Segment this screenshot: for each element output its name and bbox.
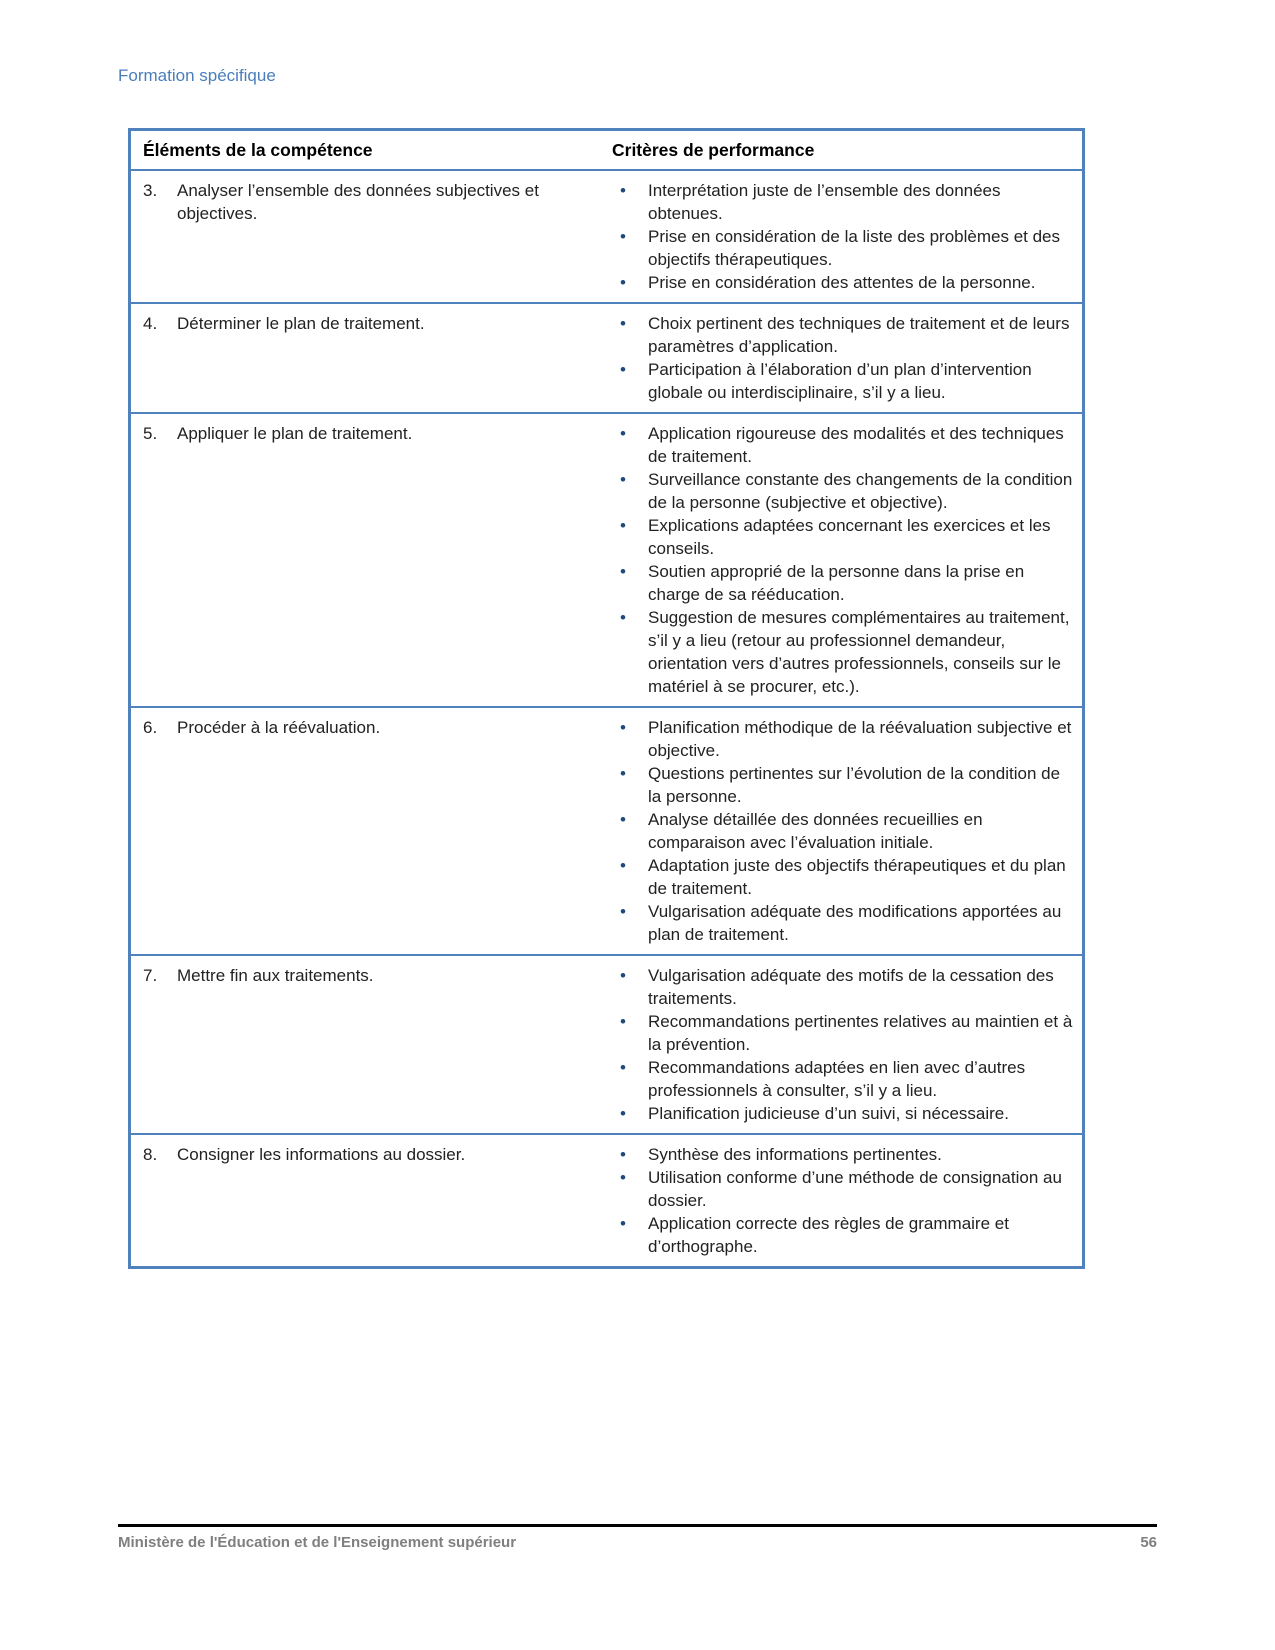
element-text: Appliquer le plan de traitement. bbox=[177, 424, 413, 443]
criterion-item bbox=[603, 179, 1076, 225]
bullet-icon: • bbox=[620, 1145, 626, 1164]
element-number: 8. bbox=[143, 1145, 158, 1164]
element-text: Mettre fin aux traitements. bbox=[177, 966, 374, 985]
table-header-row bbox=[131, 131, 1082, 171]
criterion-item bbox=[603, 606, 1076, 698]
element-number: 3. bbox=[143, 181, 158, 200]
criterion-item bbox=[603, 854, 1076, 900]
criterion-item bbox=[603, 1102, 1076, 1125]
footer-rule bbox=[118, 1524, 1157, 1527]
bullet-icon: • bbox=[620, 470, 626, 489]
bullet-icon: • bbox=[620, 1104, 626, 1123]
criterion-text: Analyse détaillée des données recueillies en comparaison avec l’évaluation initiale. bbox=[648, 810, 983, 852]
criterion-text: Adaptation juste des objectifs thérapeutiques et du plan de traitement. bbox=[648, 856, 1066, 898]
element-number: 4. bbox=[143, 314, 158, 333]
criterion-text: Recommandations adaptées en lien avec d’autres professionnels à consulter, s’il y a lieu. bbox=[648, 1058, 1026, 1100]
criterion-text: Prise en considération des attentes de la personne. bbox=[648, 273, 1036, 292]
criterion-text: Choix pertinent des techniques de traitement et de leurs paramètres d’application. bbox=[648, 314, 1070, 356]
criteria-cell bbox=[603, 304, 1082, 412]
bullet-icon: • bbox=[620, 227, 626, 246]
criterion-item bbox=[603, 716, 1076, 762]
criteria-list bbox=[603, 312, 1076, 404]
bullet-icon: • bbox=[620, 424, 626, 443]
criterion-item bbox=[603, 808, 1076, 854]
element-cell bbox=[131, 708, 603, 954]
criterion-text: Vulgarisation adéquate des motifs de la cessation des traitements. bbox=[648, 966, 1054, 1008]
column-header-criteria: Critères de performance bbox=[612, 140, 815, 160]
criterion-text: Recommandations pertinentes relatives au maintien et à la prévention. bbox=[648, 1012, 1073, 1054]
criterion-item bbox=[603, 1143, 1076, 1166]
bullet-icon: • bbox=[620, 314, 626, 333]
element-number: 5. bbox=[143, 424, 158, 443]
criterion-text: Synthèse des informations pertinentes. bbox=[648, 1145, 942, 1164]
competency-table bbox=[128, 128, 1085, 1269]
bullet-icon: • bbox=[620, 1214, 626, 1233]
criterion-item bbox=[603, 1166, 1076, 1212]
element-number: 6. bbox=[143, 718, 158, 737]
criterion-text: Utilisation conforme d’une méthode de consignation au dossier. bbox=[648, 1168, 1062, 1210]
criteria-cell bbox=[603, 171, 1082, 302]
criteria-list bbox=[603, 179, 1076, 294]
section-header: Formation spécifique bbox=[118, 66, 276, 85]
criterion-item bbox=[603, 560, 1076, 606]
criterion-text: Surveillance constante des changements de la condition de la personne (subjective et objective). bbox=[648, 470, 1073, 512]
bullet-icon: • bbox=[620, 718, 626, 737]
criterion-text: Interprétation juste de l’ensemble des données obtenues. bbox=[648, 181, 1001, 223]
criteria-cell bbox=[603, 708, 1082, 954]
column-header-elements: Éléments de la compétence bbox=[143, 140, 373, 160]
criterion-text: Prise en considération de la liste des problèmes et des objectifs thérapeutiques. bbox=[648, 227, 1061, 269]
criterion-item bbox=[603, 514, 1076, 560]
criterion-text: Planification judicieuse d’un suivi, si nécessaire. bbox=[648, 1104, 1009, 1123]
criterion-text: Application rigoureuse des modalités et des techniques de traitement. bbox=[648, 424, 1064, 466]
bullet-icon: • bbox=[620, 181, 626, 200]
page-footer bbox=[118, 1524, 1157, 1551]
criteria-list bbox=[603, 716, 1076, 946]
element-text: Consigner les informations au dossier. bbox=[177, 1145, 466, 1164]
criterion-text: Application correcte des règles de grammaire et d’orthographe. bbox=[648, 1214, 1009, 1256]
criteria-cell bbox=[603, 956, 1082, 1133]
footer-row bbox=[118, 1534, 1157, 1551]
table-body bbox=[131, 171, 1082, 1266]
criterion-text: Soutien approprié de la personne dans la prise en charge de sa rééducation. bbox=[648, 562, 1025, 604]
table-row bbox=[131, 708, 1082, 956]
element-cell bbox=[131, 1135, 603, 1266]
criterion-text: Participation à l’élaboration d’un plan d’intervention globale ou interdisciplinaire, s’il y a lieu. bbox=[648, 360, 1032, 402]
criterion-text: Vulgarisation adéquate des modifications apportées au plan de traitement. bbox=[648, 902, 1062, 944]
footer-ministry-text: Ministère de l'Éducation et de l'Enseignement supérieur bbox=[118, 1534, 517, 1551]
criteria-cell bbox=[603, 1135, 1082, 1266]
criteria-list bbox=[603, 1143, 1076, 1258]
bullet-icon: • bbox=[620, 810, 626, 829]
element-text: Analyser l’ensemble des données subjectives et objectives. bbox=[177, 181, 539, 223]
table-row bbox=[131, 956, 1082, 1135]
criteria-list bbox=[603, 964, 1076, 1125]
table-row bbox=[131, 1135, 1082, 1266]
criterion-item bbox=[603, 271, 1076, 294]
criterion-item bbox=[603, 1010, 1076, 1056]
element-cell bbox=[131, 956, 603, 1133]
element-number: 7. bbox=[143, 966, 158, 985]
table-row bbox=[131, 171, 1082, 304]
criterion-item bbox=[603, 358, 1076, 404]
element-text: Déterminer le plan de traitement. bbox=[177, 314, 425, 333]
criterion-text: Questions pertinentes sur l’évolution de la condition de la personne. bbox=[648, 764, 1061, 806]
bullet-icon: • bbox=[620, 516, 626, 535]
criterion-item bbox=[603, 762, 1076, 808]
bullet-icon: • bbox=[620, 966, 626, 985]
criterion-item bbox=[603, 1056, 1076, 1102]
page-number: 56 bbox=[1140, 1534, 1157, 1551]
element-cell bbox=[131, 171, 603, 302]
criterion-item bbox=[603, 422, 1076, 468]
table-row bbox=[131, 304, 1082, 414]
bullet-icon: • bbox=[620, 1058, 626, 1077]
criterion-item bbox=[603, 964, 1076, 1010]
criterion-item bbox=[603, 900, 1076, 946]
criterion-item bbox=[603, 312, 1076, 358]
criterion-text: Planification méthodique de la réévaluation subjective et objective. bbox=[648, 718, 1072, 760]
bullet-icon: • bbox=[620, 764, 626, 783]
bullet-icon: • bbox=[620, 562, 626, 581]
criterion-item bbox=[603, 225, 1076, 271]
element-text: Procéder à la réévaluation. bbox=[177, 718, 381, 737]
bullet-icon: • bbox=[620, 856, 626, 875]
criterion-text: Suggestion de mesures complémentaires au traitement, s’il y a lieu (retour au professionnel demandeur, orientation vers d’autres professionnels, conseils sur le matériel à se procurer, etc.). bbox=[648, 608, 1070, 696]
criterion-item bbox=[603, 1212, 1076, 1258]
criterion-text: Explications adaptées concernant les exercices et les conseils. bbox=[648, 516, 1051, 558]
bullet-icon: • bbox=[620, 902, 626, 921]
criteria-list bbox=[603, 422, 1076, 698]
element-cell bbox=[131, 414, 603, 706]
element-cell bbox=[131, 304, 603, 412]
table-row bbox=[131, 414, 1082, 708]
bullet-icon: • bbox=[620, 360, 626, 379]
bullet-icon: • bbox=[620, 608, 626, 627]
criteria-cell bbox=[603, 414, 1082, 706]
bullet-icon: • bbox=[620, 1168, 626, 1187]
bullet-icon: • bbox=[620, 1012, 626, 1031]
bullet-icon: • bbox=[620, 273, 626, 292]
criterion-item bbox=[603, 468, 1076, 514]
